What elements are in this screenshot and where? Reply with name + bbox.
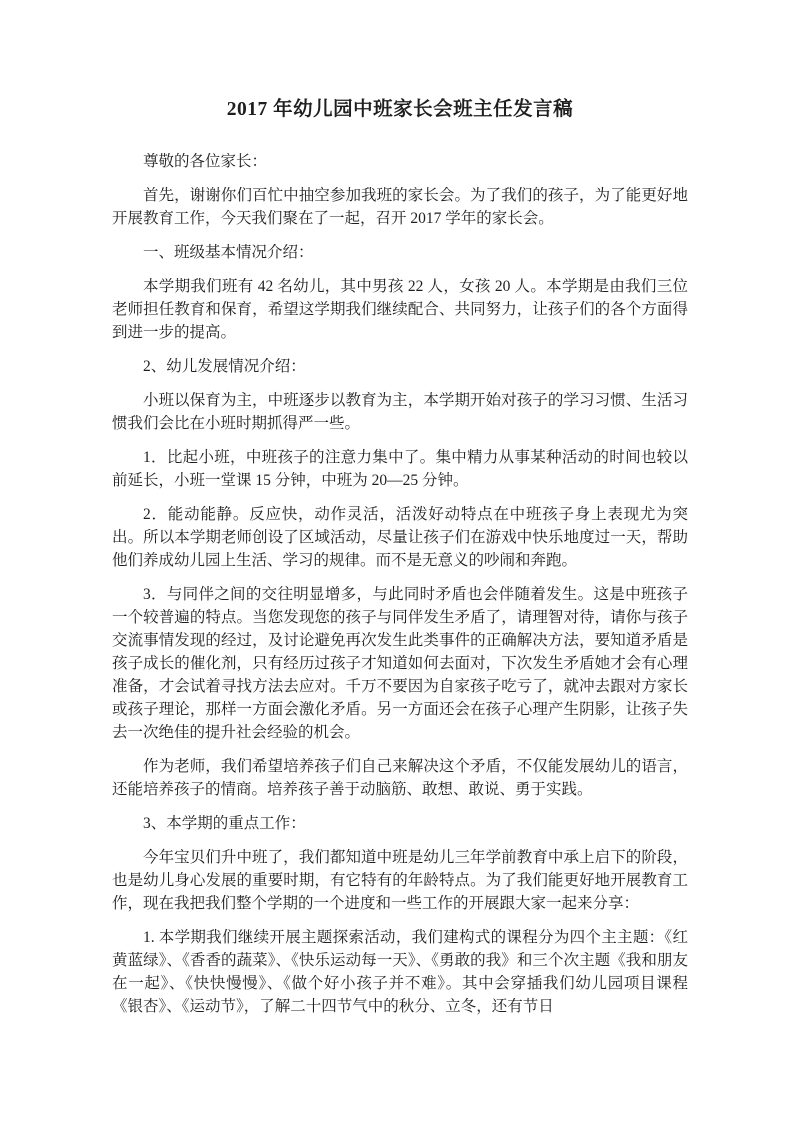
paragraph-teacher-hope: 作为老师，我们希望培养孩子们自己来解决这个矛盾，不仅能发展幼儿的语言，还能培养孩子的情商。培养孩子善于动脑筋、敢想、敢说、勇于实践。 (112, 758, 688, 798)
paragraph-salutation: 尊敬的各位家长： (143, 153, 268, 170)
paragraph-point-3-conflicts: 3．与同伴之间的交往明显增多，与此同时矛盾也会伴随着发生。这是中班孩子一个较普遍的特点。当您发现您的孩子与同伴发生矛盾了，请理智对待，请你与孩子交流事情发现的经过，及讨论避免再次发生此类事件的正确解决方法，要知道矛盾是孩子成长的催化剂，只有经历过孩子才知道如何去面对，下次发生矛盾她才会有心理准备，才会试着寻找方法去应对。千万不要因为自家孩子吃亏了，就冲去跟对方家长或孩子理论，那样一方面会激化矛盾。另一方面还会在孩子心理产生阴影，让孩子失去一次绝佳的提升社会经验的机会。 (112, 586, 688, 741)
document-title: 2017 年幼儿园中班家长会班主任发言稿 (226, 99, 574, 120)
paragraph-point-1-attention: 1．比起小班，中班孩子的注意力集中了。集中精力从事某种活动的时间也较以前延长，小班一堂课 15 分钟，中班为 20—25 分钟。 (112, 449, 688, 489)
paragraph-curriculum-themes: 1. 本学期我们继续开展主题探索活动，我们建构式的课程分为四个主主题：《红黄蓝绿》、《香香的蔬菜》、《快乐运动每一天》、《勇敢的我》和三个次主题《我和朋友在一起》、《快快慢慢》、《做个好小孩子并不难》。其中会穿插我们幼儿园项目课程《银杏》、《运动节》，了解二十四节气中的秋分、立冬，还有节日 (112, 929, 688, 1015)
paragraph-opening: 首先，谢谢你们百忙中抽空参加我班的家长会。为了我们的孩子，为了能更好地开展教育工作，今天我们聚在了一起，召开 2017 学年的家长会。 (112, 187, 688, 227)
paragraph-class-overview: 本学期我们班有 42 名幼儿，其中男孩 22 人，女孩 20 人。本学期是由我们三位老师担任教育和保育，希望这学期我们继续配合、共同努力，让孩子们的各个方面得到进一步的提高。 (112, 278, 688, 341)
heading-key-work: 3、本学期的重点工作： (143, 815, 306, 832)
heading-class-introduction: 一、班级基本情况介绍： (143, 244, 314, 261)
paragraph-development-overview: 小班以保育为主，中班逐步以教育为主，本学期开始对孩子的学习习惯、生活习惯我们会比在小班时期抓得严一些。 (112, 392, 688, 432)
paragraph-semester-overview: 今年宝贝们升中班了，我们都知道中班是幼儿三年学前教育中承上启下的阶段，也是幼儿身心发展的重要时期，有它特有的年龄特点。为了我们能更好地开展教育工作，现在我把我们整个学期的一个进度和一些工作的开展跟大家一起来分享： (112, 849, 688, 912)
paragraph-point-2-activity: 2．能动能静。反应快，动作灵活，活泼好动特点在中班孩子身上表现尤为突出。所以本学期老师创设了区域活动，尽量让孩子们在游戏中快乐地度过一天，帮助他们养成幼儿园上生活、学习的规律。而不是无意义的吵闹和奔跑。 (112, 506, 688, 569)
heading-child-development: 2、幼儿发展情况介绍： (143, 358, 306, 375)
